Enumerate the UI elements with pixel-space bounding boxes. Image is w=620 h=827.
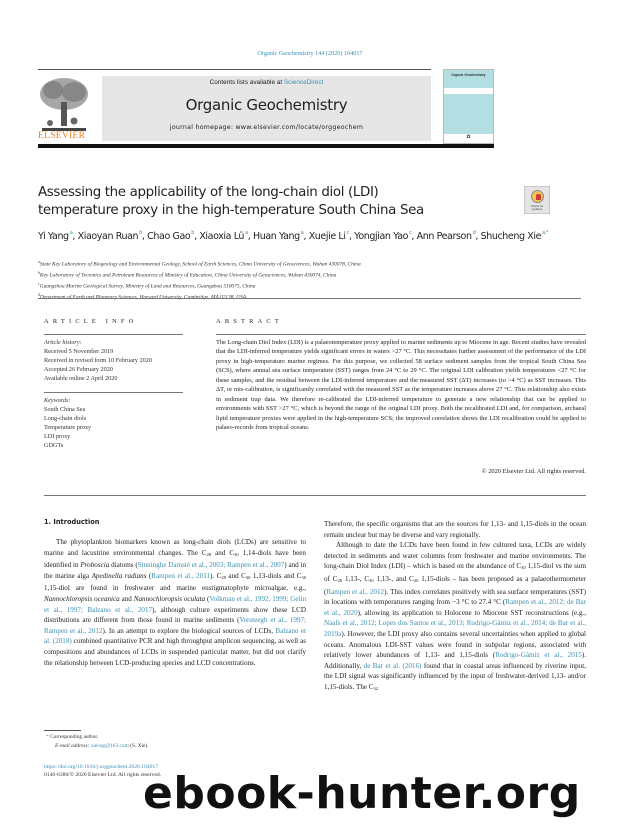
affiliations <box>38 258 498 302</box>
author[interactable]: Ann Pearson$^d$ <box>416 230 476 242</box>
keyword: GDGTs <box>44 442 64 449</box>
doi-link[interactable]: https://doi.org/10.1016/j.orggeochem.2020.104017 <box>44 764 158 770</box>
cover-title: Organic Geochemistry <box>444 70 493 88</box>
history-item: Received in revised form 10 February 2020 <box>44 357 152 364</box>
abstract-text: The Long-chain Diol Index (LDI) is a palaeotemperature proxy applied to marine sediments up to Miocene in age. Recent studies have revealed that the LDI-inferred temperature yields significant errors in waters >27 °C. This necessitates further assessment of the performance of the LDI proxy in high-temperature marine regimes. For this purpose, we collected 58 surface sediment samples from the tropical South China Sea (SCS), where annual sea surface temperature (SST) ranges from 24 °C to 29 °C. The original LDI calibration yields temperatures <27 °C for these samples, and the residual between the LDI-inferred temperature and the measured SST (ΔT) increases (to >4 °C) as SST increases. This ΔT, or mis-calibration, is significantly correlated with the measured SST as the temperature increases above 27 °C. This relationship also exists in sediment trap data. We therefore re-calibrated the LDI-inferred temperature to generate a new relationship that can be applied to environments with SST >27 °C, which is beyond the range of the original LDI proxy. Both the recalibrated LDI and, for comparison, archaeal lipid temperature proxies were applied in the high-temperature SCS; the improved correlation shows the LDI recalibration could be applied to palaeo-records from tropical oceans. <box>216 339 586 432</box>
sciencedirect-link[interactable]: ScienceDirect <box>283 79 324 86</box>
citation-link[interactable]: de Bar et al. (2016) <box>363 661 422 670</box>
author[interactable]: Xiaoyan Ruan$^b$ <box>77 230 142 242</box>
affiliation: $^c$Guangzhou Marine Geological Survey, Ministry of Land and Resources, Guangzhou 510075, China <box>38 282 256 290</box>
author[interactable]: Yongjian Yao$^c$ <box>354 230 412 242</box>
author[interactable]: Xiaoxia $Lü^a$ <box>199 230 248 242</box>
contents-prefix: Contents lists available at <box>209 79 284 86</box>
history-item: Accepted 26 February 2020 <box>44 366 113 373</box>
author[interactable]: Yi Yang$^a$ <box>38 230 73 242</box>
history-item: Available online 2 April 2020 <box>44 375 118 382</box>
citation-link[interactable]: Volkman et al., 1992, 1999; Gelin et al., 1997; Balzano et al., 2017 <box>44 594 307 614</box>
watermark: ebook-hunter.org <box>143 768 581 819</box>
crossmark-label: Check for updates <box>530 204 544 212</box>
affiliation: $^a$State Key Laboratory of Biogeology and Environmental Geology, School of Earth Sciences, China University of Geosciences, Wuhan 430078, China <box>38 260 361 268</box>
citation-link[interactable]: Balzano et al. (2018) <box>44 626 306 646</box>
citation-link[interactable]: Sinninghe Damsté et al., 2003; Rampen et al., 2007 <box>137 561 285 570</box>
corresponding-author-note: * Corresponding author. <box>46 734 99 740</box>
paragraph: Therefore, the specific organisms that are the sources for 1,13- and 1,15-diols in the ocean remain unclear but may be diverse and vary regionally. <box>324 520 586 539</box>
history-item: Received 5 November 2019 <box>44 348 114 355</box>
keyword: LDI proxy <box>44 433 71 440</box>
email-link[interactable]: xiecug@163.com <box>90 743 129 749</box>
keyword: Long-chain diols <box>44 415 87 422</box>
journal-cover-thumbnail[interactable] <box>443 69 494 144</box>
author[interactable]: Chao Gao$^b$ <box>147 230 195 242</box>
affiliation: $^b$Key Laboratory of Tectonics and Petroleum Resources of Ministry of Education, China University of Geosciences, Wuhan 430074, China <box>38 271 337 279</box>
issn-line: 0146-6380/© 2020 Elsevier Ltd. All rights reserved. <box>44 772 162 778</box>
check-for-updates-button[interactable] <box>524 186 550 214</box>
keyword: Temperature proxy <box>44 424 92 431</box>
paragraph: The phytoplankton biomarkers known as long-chain diols (LCDs) are sensitive to marine and lacustrine environmental changes. The $C_{28}$ and $C_{30}$ 1,14-diols have been identified in Proboscia diatoms (Sinninghe Damsté et al., 2003; Rampen et al., 2007) and in the marine alga Apedinella radians (Rampen et al., 2011). $C_{28}$ and $C_{30}$ 1,13-diols and $C_{30}$ 1,15-diol are found in freshwater and marine eustigmatophyte microalgae, e.g., Nannochloropsis oceanica and Nannochloropsis oculata (Volkman et al., 1992, 1999; Gelin et al., 1997; Balzano et al., 2017), although culture experiments show these LCD distributions are different from those found in marine sediments (Versteegh et al., 1997; Rampen et al., 2012). In an attempt to explore the biological sources of LCDs, Balzano et al. (2018) combined quantitative PCR and high throughput amplicon sequencing, as well as compositions and abundances of LCDs in suspended particular matter, but did not clarify the relationship between LCD-producing species and LCD concentrations. <box>44 538 307 667</box>
affiliation: d <box>38 293 40 298</box>
author[interactable]: Shucheng Xie$^{a,*}$ <box>480 230 548 242</box>
citation-link[interactable]: Rodrigo-Gámiz et al., 2015 <box>495 651 582 660</box>
cover-body <box>444 94 493 134</box>
journal-masthead <box>102 76 431 141</box>
citation-link[interactable]: Rampen et al., 2012; de Bar et al., 2020 <box>324 598 586 617</box>
body-column-right <box>324 519 586 695</box>
footnote-rule <box>44 730 81 731</box>
keywords <box>44 396 194 450</box>
abstract-copyright: © 2020 Elsevier Ltd. All rights reserved. <box>481 468 586 475</box>
cover-elsevier-icon: ✿ <box>444 134 493 143</box>
elsevier-tree-icon <box>38 76 90 132</box>
body-column-left <box>44 537 306 668</box>
author-list: Yi Yang$^a$, Xiaoyan Ruan$^b$, Chao Gao$^b$, Xiaoxia $Lü^a$, Huan Yang$^a$, Xuejie Li$^c$, Yongjian Yao$^c$, Ann Pearson$^d$, Shucheng Xie$^{a,*}$ <box>38 230 548 242</box>
abstract-bottom-rule <box>44 495 586 496</box>
footnote <box>44 733 304 751</box>
article-title: Assessing the applicability of the long-chain diol (LDI) temperature proxy in the high-temperature South China Sea <box>38 185 424 218</box>
elsevier-wordmark: ELSEVIER <box>38 131 86 141</box>
author[interactable]: Xuejie Li$^c$ <box>308 230 349 242</box>
keywords-rule <box>44 392 183 393</box>
header-rule <box>38 69 431 70</box>
journal-title: Organic Geochemistry <box>185 96 348 114</box>
contents-line <box>102 79 431 86</box>
elsevier-logo[interactable] <box>38 76 94 144</box>
homepage-prefix: journal homepage: <box>169 124 236 131</box>
article-info-heading: ARTICLE INFO <box>44 318 138 325</box>
citation-link[interactable]: Versteegh et al., 1997; Rampen et al., 2012 <box>44 616 306 635</box>
section-heading-introduction: 1. Introduction <box>44 518 100 526</box>
article-info-rule <box>44 334 183 335</box>
journal-homepage <box>102 124 431 131</box>
email-line: E-mail address: xiecug@163.com (S. Xie). <box>55 743 149 749</box>
paragraph: Although to date the LCDs have been found in few cultured taxa, LCDs are widely detected in sediments and water columns from freshwater and marine environments. The long-chain Diol Index (LDI) – which is based on the abundance of $C_{30}$ 1,15-diol vs the sum of $C_{28}$ 1,13-, $C_{30}$ 1,13-, and $C_{30}$ 1,15-diols – has been proposed as a palaeothermometer (Rampen et al., 2012). This index correlates positively with sea surface temperatures (SST) in locations with temperatures ranging from −3 °C to 27.4 °C (Rampen et al., 2012; de Bar et al., 2020), allowing its application to Holocene to Miocene SST reconstructions (e.g., Naafs et al., 2012; Lopes dos Santos et al., 2013; Rodrigo-Gámiz et al., 2014; de Bar et al., 2019a). However, the LDI proxy also contains several uncertainties when applied to global oceans. Anomalous LDI-SST values were found in subpolar regions, associated with relatively lower abundances of 1,13- and 1,15-diols (Rodrigo-Gámiz et al., 2015). Additionally, de Bar et al. (2016) found that in coastal areas influenced by riverine input, the LDI signal was significantly influenced by the input of freshwater-derived 1,13- and/or 1,15-diols. The $C_{32}$ <box>324 541 586 691</box>
abstract-heading: ABSTRACT <box>216 318 283 325</box>
abstract-rule <box>216 334 586 335</box>
citation-link[interactable]: Rampen et al., 2012 <box>326 587 385 596</box>
keyword: South China Sea <box>44 406 86 413</box>
affiliation-rule <box>38 298 581 299</box>
history-label: Article history: <box>44 339 82 346</box>
citation-link[interactable]: Naafs et al., 2012; Lopes dos Santos et al., 2013; Rodrigo-Gámiz et al., 2014; de Bar et al., 2019a <box>324 619 586 638</box>
journal-citation-link[interactable]: Organic Geochemistry 144 (2020) 104017 <box>257 50 363 57</box>
masthead-rule <box>38 144 494 148</box>
crossmark-icon <box>531 190 544 203</box>
article-history <box>44 338 194 383</box>
keywords-label: Keywords: <box>44 397 71 404</box>
author[interactable]: Huan Yang$^a$ <box>252 230 304 242</box>
citation-link[interactable]: Rampen et al., 2011 <box>151 571 211 580</box>
homepage-url[interactable]: www.elsevier.com/locate/orggeochem <box>235 124 364 131</box>
